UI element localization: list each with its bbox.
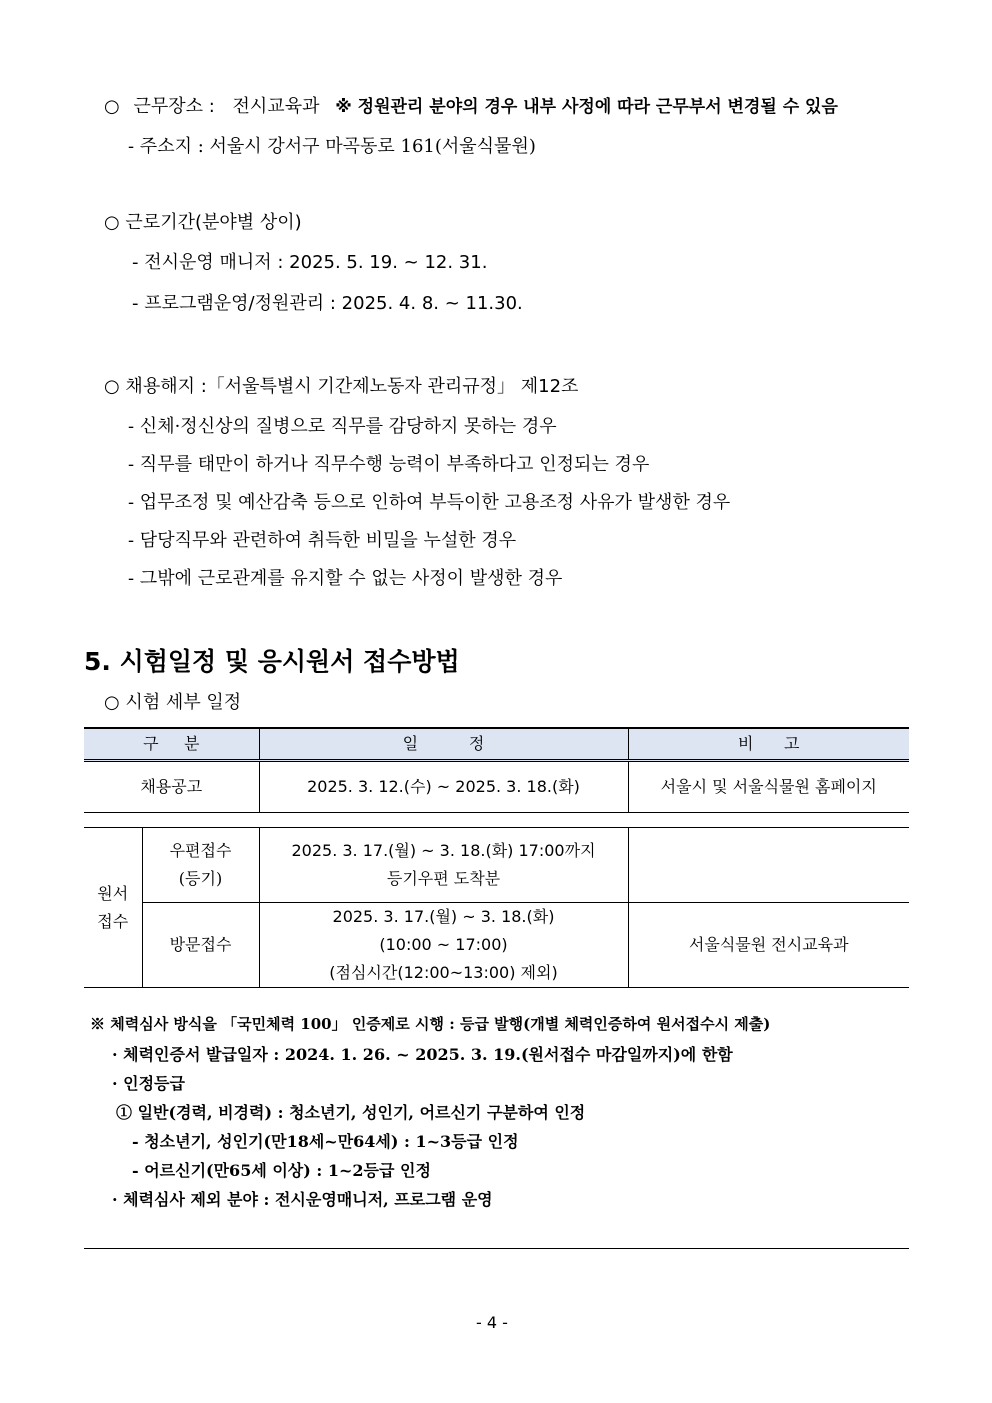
page-number: - 4 -: [476, 1313, 508, 1332]
cell-note: 서울시 및 서울식물원 홈페이지: [628, 761, 909, 813]
termination-item-3: - 업무조정 및 예산감축 등으로 인하여 부득이한 고용조정 사유가 발생한 경우: [128, 492, 731, 513]
workplace-label: 근무장소 :: [133, 96, 215, 117]
fitness-line-5: - 어르신기(만65세 이상) : 1~2등급 인정: [132, 1161, 431, 1180]
schedule-line-2: 등기우편 도착분: [386, 869, 501, 888]
cell-category: 방문접수: [142, 903, 259, 988]
group-label-line-2: 접수: [97, 911, 129, 931]
bottom-divider: [84, 1248, 909, 1249]
schedule-line-1: 2025. 3. 17.(월) ~ 3. 18.(화): [332, 907, 555, 926]
cell-category: [142, 828, 259, 903]
bullet: ○: [104, 96, 120, 117]
cell-group-label: [84, 828, 142, 988]
group-label-line-1: 원서: [97, 883, 129, 903]
cell-note: 서울식물원 전시교육과: [628, 903, 909, 988]
schedule-line-3: (점심시간(12:00~13:00) 제외): [329, 963, 558, 982]
header-category: 구 분: [84, 728, 259, 761]
cell-category: 채용공고: [84, 761, 259, 813]
category-line-1: 우편접수: [169, 841, 232, 860]
period-title: ○ 근로기간(분야별 상이): [104, 212, 302, 233]
workplace-address: - 주소지 : 서울시 강서구 마곡동로 161(서울식물원): [128, 136, 536, 157]
schedule-line-1: 2025. 3. 17.(월) ~ 3. 18.(화) 17:00까지: [291, 841, 596, 860]
termination-item-1: - 신체·정신상의 질병으로 직무를 감당하지 못하는 경우: [128, 416, 557, 437]
section-subheading: ○ 시험 세부 일정: [104, 692, 242, 713]
termination-title: ○ 채용해지 :「서울특별시 기간제노동자 관리규정」 제12조: [104, 376, 579, 397]
header-schedule: 일 정: [259, 728, 628, 761]
table-spacer: [84, 813, 909, 828]
fitness-line-3: ① 일반(경력, 비경력) : 청소년기, 성인기, 어르신기 구분하여 인정: [116, 1103, 586, 1122]
schedule-line-2: (10:00 ~ 17:00): [379, 935, 508, 954]
period-item-1: - 전시운영 매니저 : 2025. 5. 19. ~ 12. 31.: [132, 252, 488, 273]
fitness-note: ※ 체력심사 방식을 「국민체력 100」 인증제로 시행 : 등급 발행(개별 체력인증하여 원서접수시 제출): [90, 1015, 771, 1033]
termination-item-4: - 담당직무와 관련하여 취득한 비밀을 누설한 경우: [128, 530, 517, 551]
category-line-2: (등기): [178, 869, 223, 888]
section-heading: 5. 시험일정 및 응시원서 접수방법: [84, 647, 460, 676]
period-item-2: - 프로그램운영/정원관리 : 2025. 4. 8. ~ 11.30.: [132, 293, 523, 314]
table-row: [84, 903, 909, 988]
header-note: 비 고: [628, 728, 909, 761]
fitness-line-2: · 인정등급: [112, 1074, 185, 1093]
workplace-note: ※ 정원관리 분야의 경우 내부 사정에 따라 근무부서 변경될 수 있음: [335, 97, 838, 117]
table-header-row: [84, 728, 909, 761]
table-row: [84, 828, 909, 903]
cell-schedule: 2025. 3. 12.(수) ~ 2025. 3. 18.(화): [259, 761, 628, 813]
workplace-value: 전시교육과: [232, 96, 320, 117]
cell-schedule: [259, 828, 628, 903]
cell-schedule: [259, 903, 628, 988]
cell-note: [628, 828, 909, 903]
table-row: [84, 761, 909, 813]
fitness-line-1: · 체력인증서 발급일자 : 2024. 1. 26. ~ 2025. 3. 19.(원서접수 마감일까지)에 한함: [112, 1045, 733, 1064]
schedule-table: [84, 727, 909, 988]
fitness-line-6: · 체력심사 제외 분야 : 전시운영매니저, 프로그램 운영: [112, 1190, 493, 1209]
termination-item-2: - 직무를 태만이 하거나 직무수행 능력이 부족하다고 인정되는 경우: [128, 454, 650, 475]
workplace-line: [104, 92, 838, 118]
termination-item-5: - 그밖에 근로관계를 유지할 수 없는 사정이 발생한 경우: [128, 568, 563, 589]
fitness-line-4: - 청소년기, 성인기(만18세~만64세) : 1~3등급 인정: [132, 1132, 519, 1151]
